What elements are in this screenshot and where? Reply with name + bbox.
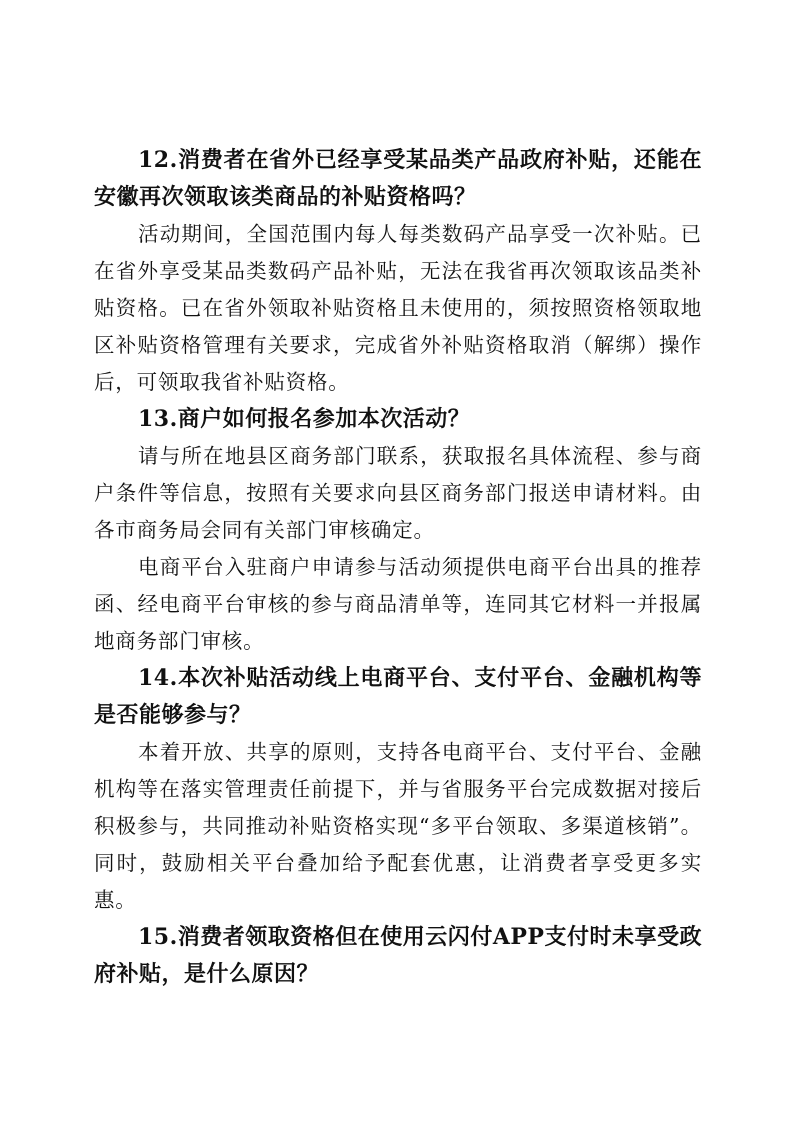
faq-question-15: 15.消费者领取资格但在使用云闪付APP支付时未享受政府补贴，是什么原因？ [94, 924, 702, 987]
faq-question-12: 12.消费者在省外已经享受某品类产品政府补贴，还能在安徽再次领取该类商品的补贴资格吗？ [94, 147, 702, 210]
faq-question-14: 14.本次补贴活动线上电商平台、支付平台、金融机构等是否能够参与？ [94, 665, 702, 728]
faq-answer-12-paragraph-1: 活动期间，全国范围内每人每类数码产品享受一次补贴。已在省外享受某品类数码产品补贴，无法在我省再次领取该品类补贴资格。已在省外领取补贴资格且未使用的，须按照资格领取地区补贴资格管理有关要求，完成省外补贴资格取消（解绑）操作后，可领取我省补贴资格。 [94, 222, 702, 394]
faq-answer-13-paragraph-2: 电商平台入驻商户申请参与活动须提供电商平台出具的推荐函、经电商平台审核的参与商品清单等，连同其它材料一并报属地商务部门审核。 [94, 555, 702, 653]
document-body [94, 142, 702, 993]
faq-answer-14-paragraph-1: 本着开放、共享的原则，支持各电商平台、支付平台、金融机构等在落实管理责任前提下，并与省服务平台完成数据对接后积极参与，共同推动补贴资格实现“多平台领取、多渠道核销”。同时，鼓励相关平台叠加给予配套优惠，让消费者享受更多实惠。 [94, 740, 702, 912]
faq-answer-13-paragraph-1: 请与所在地县区商务部门联系，获取报名具体流程、参与商户条件等信息，按照有关要求向县区商务部门报送申请材料。由各市商务局会同有关部门审核确定。 [94, 444, 702, 542]
faq-question-13: 13.商户如何报名参加本次活动？ [138, 406, 471, 432]
